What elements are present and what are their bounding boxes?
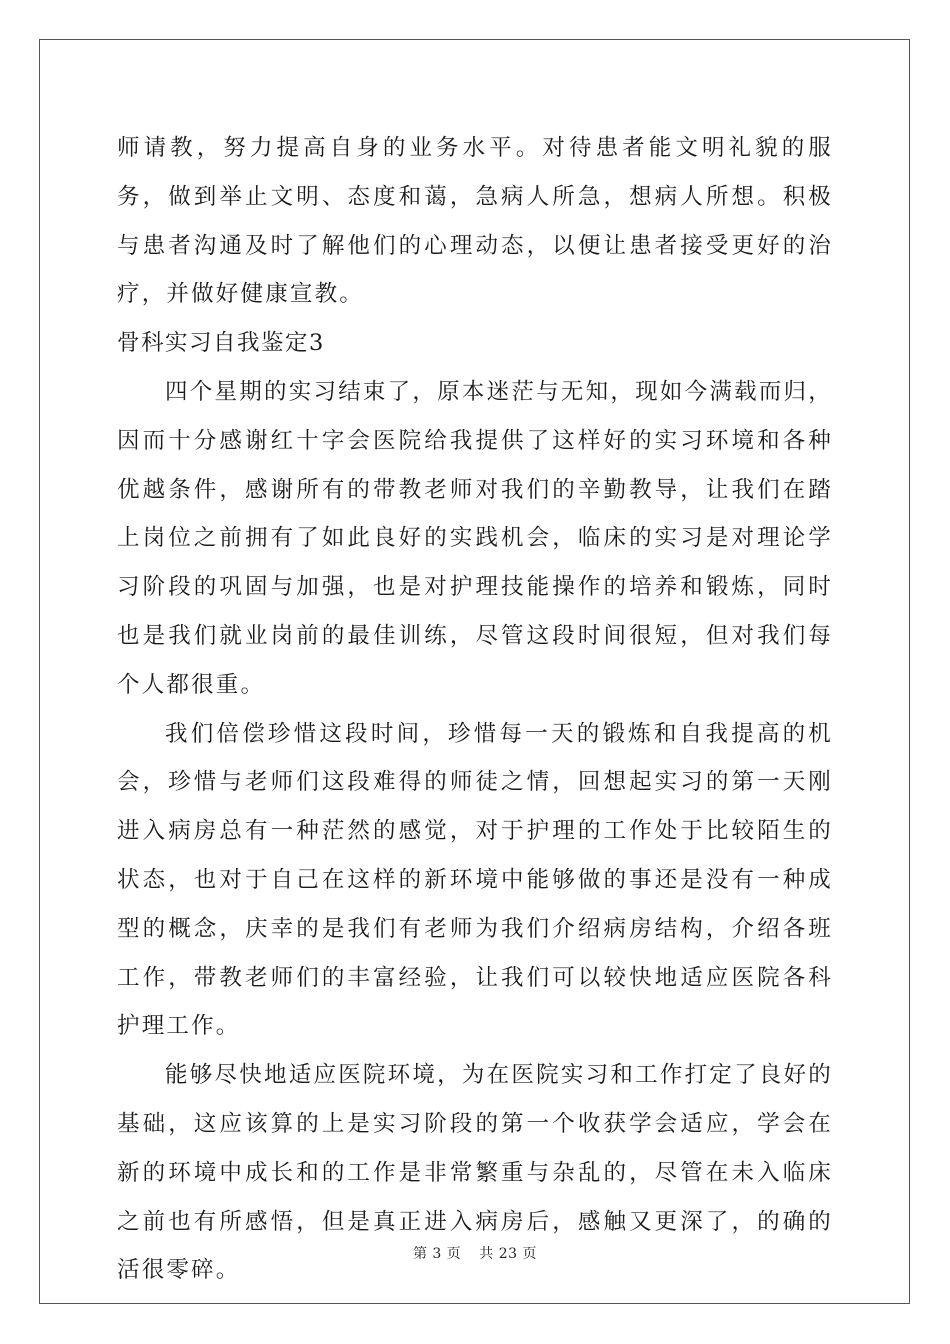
document-body	[117, 124, 833, 1295]
page-footer	[0, 1243, 950, 1263]
page-number: 第 3 页	[412, 1246, 462, 1262]
section-heading: 骨科实习自我鉴定3	[117, 330, 325, 357]
paragraph-continuation: 师请教，努力提高自身的业务水平。对待患者能文明礼貌的服务，做到举止文明、态度和蔼，急病人所急，想病人所想。积极与患者沟通及时了解他们的心理动态，以便让患者接受更好的治疗，并做好健康宣教。	[117, 135, 833, 308]
page-total: 共 23 页	[479, 1246, 538, 1262]
paragraph-1: 四个星期的实习结束了，原本迷茫与无知，现如今满载而归，因而十分感谢红十字会医院给我提供了这样好的实习环境和各种优越条件，感谢所有的带教老师对我们的辛勤教导，让我们在踏上岗位之前拥有了如此良好的实践机会，临床的实习是对理论学习阶段的巩固与加强，也是对护理技能操作的培养和锻炼，同时也是我们就业岗前的最佳训练，尽管这段时间很短，但对我们每个人都很重。	[117, 378, 833, 698]
paragraph-3: 能够尽快地适应医院环境，为在医院实习和工作打定了良好的基础，这应该算的上是实习阶段的第一个收获学会适应，学会在新的环境中成长和的工作是非常繁重与杂乱的，尽管在未入临床之前也有所感悟，但是真正进入病房后，感触又更深了，的确的活很零碎。	[117, 1062, 833, 1284]
paragraph-2: 我们倍偿珍惜这段时间，珍惜每一天的锻炼和自我提高的机会，珍惜与老师们这段难得的师徒之情，回想起实习的第一天刚进入病房总有一种茫然的感觉，对于护理的工作处于比较陌生的状态，也对于自己在这样的新环境中能够做的事还是没有一种成型的概念，庆幸的是我们有老师为我们介绍病房结构，介绍各班工作，带教老师们的丰富经验，让我们可以较快地适应医院各科护理工作。	[117, 720, 833, 1040]
